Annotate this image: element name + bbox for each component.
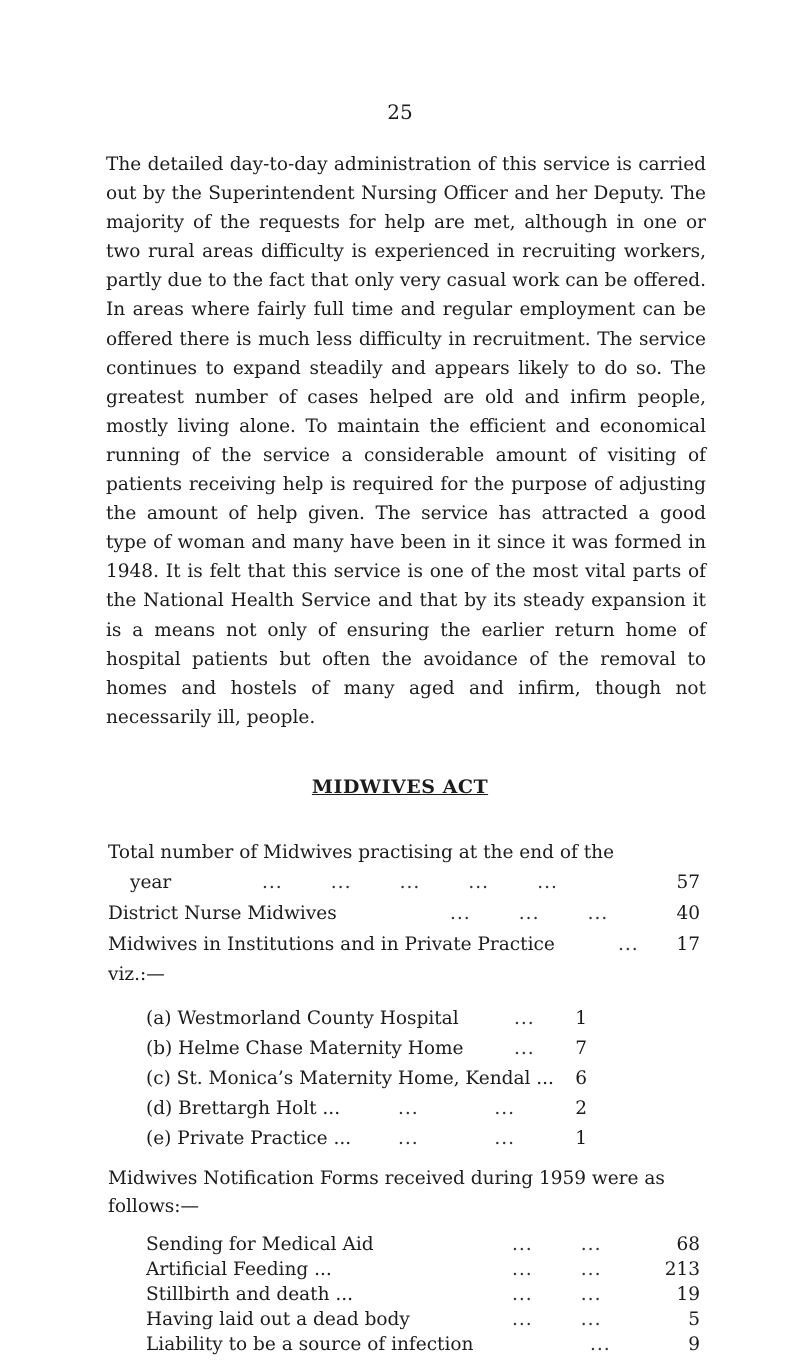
- notification-value: 19: [676, 1284, 700, 1305]
- institutions-label: Midwives in Institutions and in Private Practice: [108, 934, 555, 955]
- body-paragraph: The detailed day-to-day administration of this service is carried out by the Superintendent Nursing Officer and her Deputy. The majority of the requests for help are met, although in one or two rural areas difficulty is experienced in recruiting workers, partly due to the fact that only very casual work can be offered. In areas where fairly full time and regular employment can be offered there is much less difficulty in recruitment. The service continues to expand steadily and appears likely to do so. The greatest number of cases helped are old and infirm people, mostly living alone. To maintain the efficient and economical running of the service a considerable amount of visiting of patients receiving help is required for the purpose of adjusting the amount of help given. The service has attracted a good type of woman and many have been in it since it was formed in 1948. It is felt that this service is one of the most vital parts of the National Health Service and that by its steady expansion it is a means not only of ensuring the earlier return home of hospital patients but often the avoidance of the removal to homes and hostels of many aged and infirm, though not necessarily ill, people.: [106, 154, 706, 728]
- leader-dots: ...: [514, 1038, 535, 1059]
- leader-dots: ... ...: [512, 1234, 602, 1255]
- leader-dots: ... ... ... ... ...: [262, 872, 558, 893]
- institution-label: (e) Private Practice ...: [146, 1128, 352, 1149]
- district-label: District Nurse Midwives: [108, 903, 337, 924]
- notification-label: Having laid out a dead body: [146, 1309, 410, 1330]
- institution-value: 1: [575, 1128, 587, 1149]
- leader-dots: ...: [514, 1008, 535, 1029]
- notification-intro-line2: follows:—: [108, 1196, 200, 1217]
- leader-dots: ... ...: [512, 1284, 602, 1305]
- viz-label: viz.:—: [108, 964, 165, 985]
- leader-dots: ...: [590, 1334, 611, 1355]
- institution-label: (c) St. Monica’s Maternity Home, Kendal ...: [146, 1068, 554, 1089]
- district-value: 40: [676, 903, 700, 924]
- institutions-value: 17: [676, 934, 700, 955]
- institution-label: (a) Westmorland County Hospital: [146, 1008, 459, 1029]
- total-label-line2: year: [130, 872, 172, 893]
- section-heading: MIDWIVES ACT: [311, 776, 489, 798]
- notification-label: Artificial Feeding ...: [146, 1259, 332, 1280]
- leader-dots: ... ...: [398, 1128, 515, 1149]
- leader-dots: ... ... ...: [450, 903, 609, 924]
- institution-label: (d) Brettargh Holt ...: [146, 1098, 341, 1119]
- leader-dots: ...: [618, 934, 639, 955]
- notification-value: 9: [688, 1334, 700, 1355]
- total-label-line1: Total number of Midwives practising at the end of the: [108, 842, 615, 863]
- leader-dots: ... ...: [512, 1309, 602, 1330]
- notification-intro-line1: Midwives Notification Forms received during 1959 were as: [108, 1168, 665, 1189]
- notification-value: 68: [676, 1234, 700, 1255]
- institution-value: 7: [575, 1038, 587, 1059]
- notification-value: 5: [688, 1309, 700, 1330]
- page-number: 25: [387, 100, 413, 124]
- leader-dots: ... ...: [512, 1259, 602, 1280]
- notification-label: Liability to be a source of infection: [146, 1334, 474, 1355]
- institution-value: 6: [575, 1068, 587, 1089]
- institution-value: 2: [575, 1098, 587, 1119]
- institution-label: (b) Helme Chase Maternity Home: [146, 1038, 464, 1059]
- notification-label: Sending for Medical Aid: [146, 1234, 374, 1255]
- notification-value: 213: [664, 1259, 700, 1280]
- total-value: 57: [676, 872, 700, 893]
- notification-label: Stillbirth and death ...: [146, 1284, 354, 1305]
- leader-dots: ... ...: [398, 1098, 515, 1119]
- institution-value: 1: [575, 1008, 587, 1029]
